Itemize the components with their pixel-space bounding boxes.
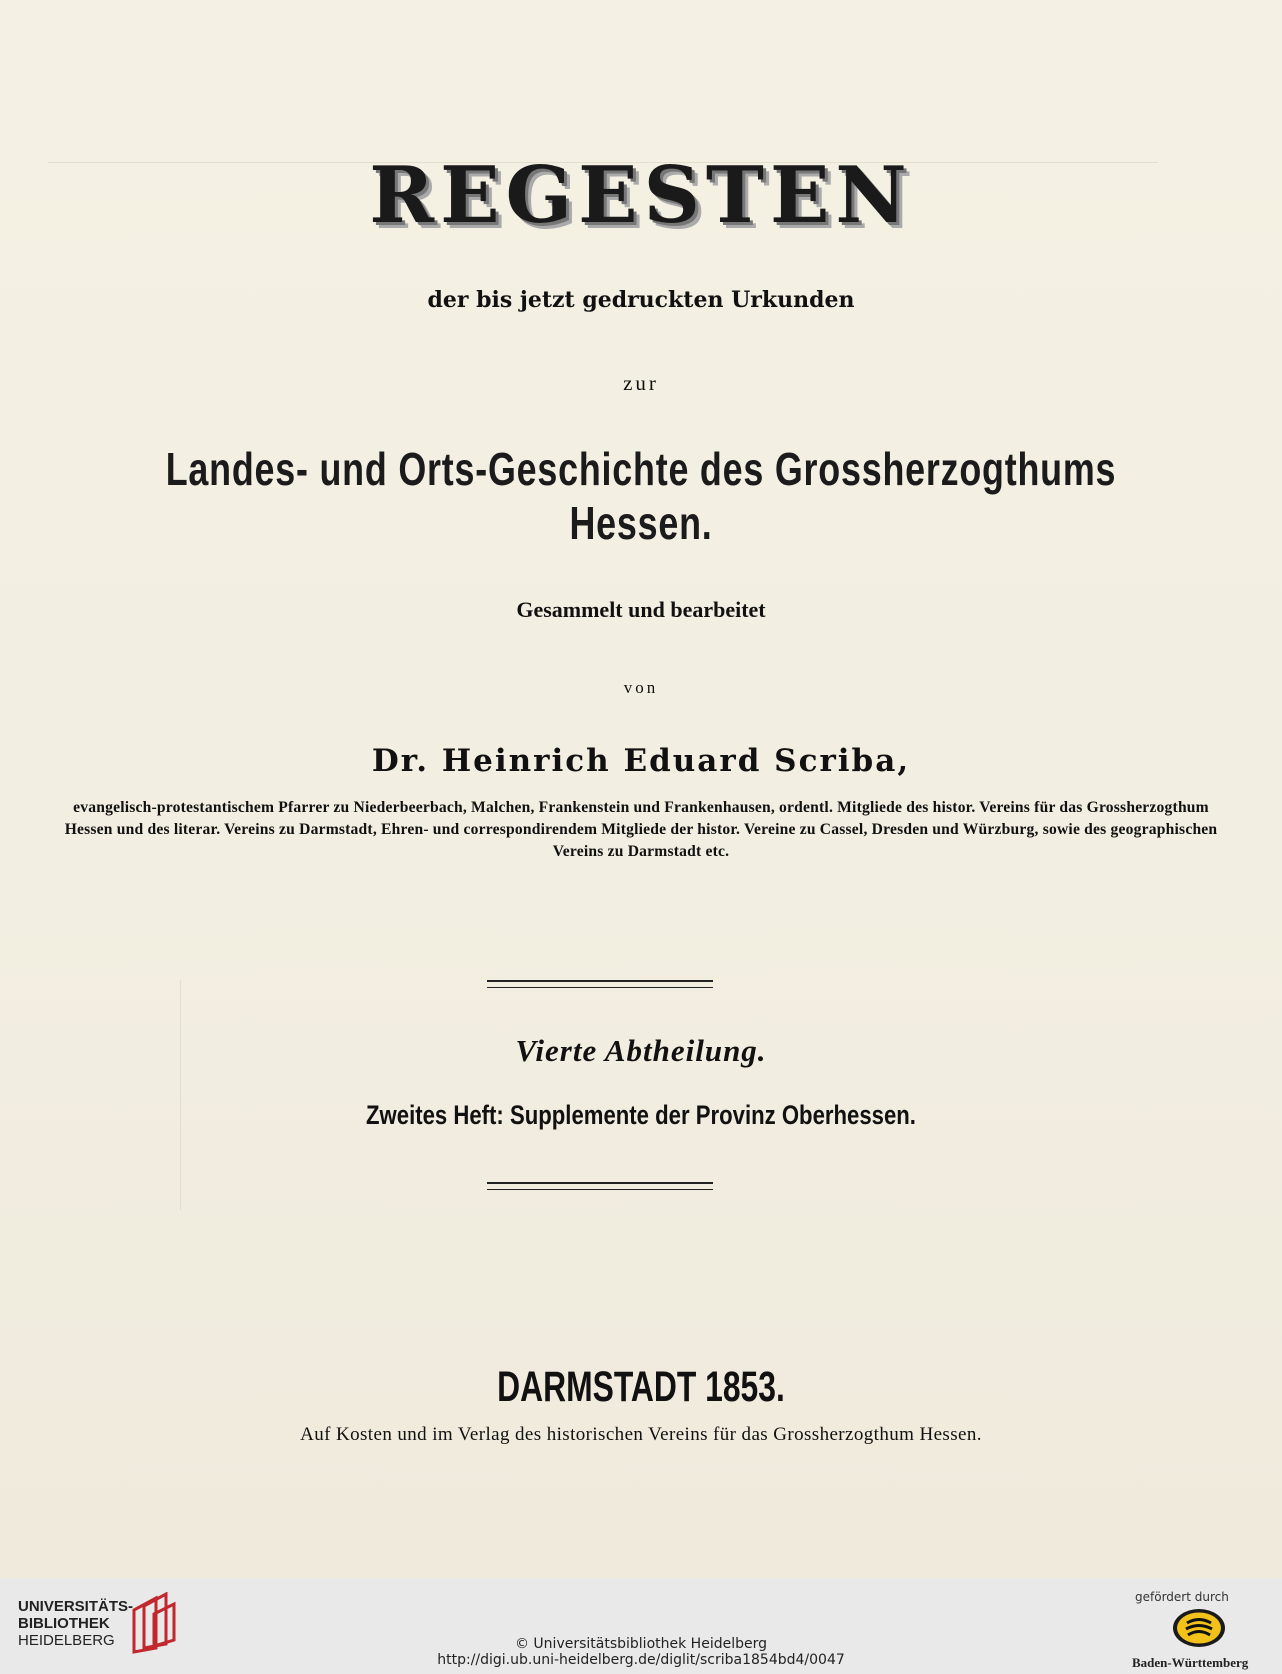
publisher-line: Auf Kosten und im Verlag des historischen Vereins für das Grossherzogthum Hessen. — [300, 1424, 982, 1445]
double-rule-divider — [487, 980, 713, 988]
copyright-notice — [0, 1636, 1282, 1668]
library-name-line: BIBLIOTHEK — [18, 1615, 110, 1632]
connector-word: zur — [623, 371, 659, 395]
title-heading: REGESTEN — [369, 150, 913, 241]
compiled-note: Gesammelt und bearbeitet — [516, 597, 766, 622]
by-word: von — [623, 678, 659, 697]
subtitle: der bis jetzt gedruckten Urkunden — [427, 287, 855, 313]
division-title: Vierte Abtheilung. — [515, 1033, 767, 1068]
double-rule-divider — [487, 1182, 713, 1190]
bleed-through-line — [180, 980, 181, 1210]
copyright-text: © Universitätsbibliothek Heidelberg — [514, 1636, 767, 1652]
baden-wuerttemberg-crest-icon — [1170, 1606, 1228, 1650]
issue-title: Zweites Heft: Supplemente der Provinz Oberhessen. — [366, 1100, 916, 1130]
permalink-link[interactable]: http://digi.ub.uni-heidelberg.de/diglit/scriba1854bd4/0047 — [437, 1652, 845, 1668]
library-name-line: HEIDELBERG — [18, 1632, 115, 1649]
funder-name: Baden-Württemberg — [1132, 1655, 1249, 1670]
author-name: Dr. Heinrich Eduard Scriba, — [371, 743, 911, 779]
imprint-place-year: DARMSTADT 1853. — [497, 1363, 785, 1411]
author-description: evangelisch-protestantischem Pfarrer zu Niederbeerbach, Malchen, Frankenstein und Frankenhausen, ordentl. Mitgliede des histor. Vereins für das Grossherzogthum Hessen und des literar. Vereins zu Darmstadt, Ehren- und correspondirendem Mitgliede der histor. Vereine zu Cassel, Dresden und Würzburg, sowie des geographischen Vereins zu Darmstadt etc. — [64, 799, 1218, 860]
main-title: Landes- und Orts-Geschichte des Grossherzogthums Hessen. — [165, 443, 1117, 549]
viewer-footer — [0, 1578, 1282, 1674]
library-name-line: UNIVERSITÄTS- — [18, 1598, 134, 1615]
funded-by-label: gefördert durch — [1135, 1590, 1229, 1604]
